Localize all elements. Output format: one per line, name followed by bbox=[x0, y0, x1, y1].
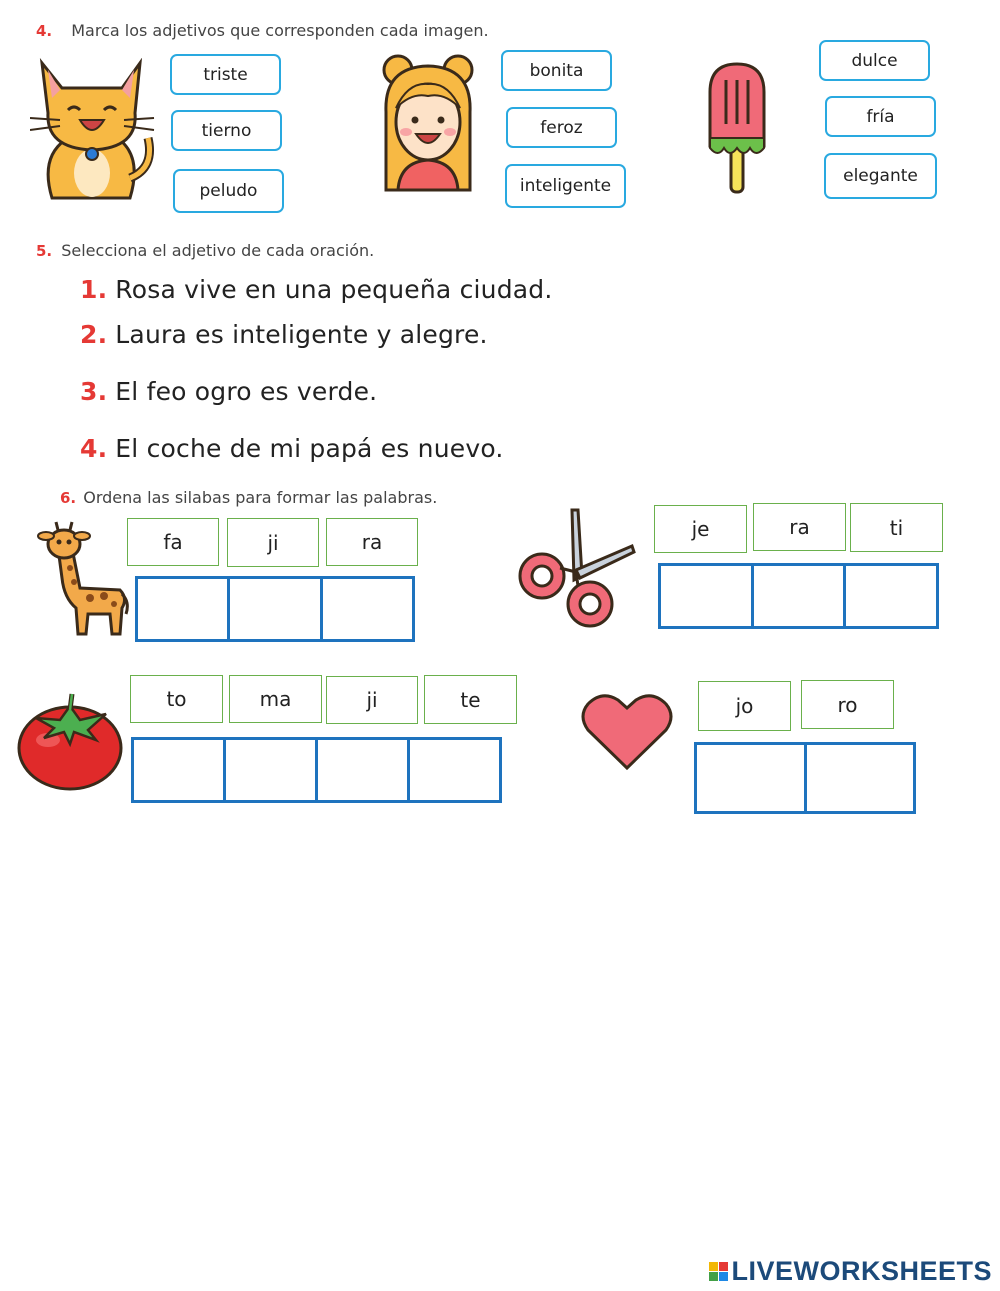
cat-icon bbox=[30, 58, 155, 208]
q4-heading bbox=[36, 21, 489, 40]
q5-number: 5. bbox=[36, 242, 53, 260]
adjective-option[interactable]: peludo bbox=[173, 169, 284, 213]
q4-number: 4. bbox=[36, 22, 53, 40]
logo-text: LIVEWORKSHEETS bbox=[731, 1256, 992, 1286]
drop-slot[interactable] bbox=[697, 745, 807, 811]
drop-slot[interactable] bbox=[661, 566, 754, 626]
syllable-tile[interactable]: to bbox=[130, 675, 223, 723]
heart-icon bbox=[580, 692, 674, 772]
syllable-tile[interactable]: ro bbox=[801, 680, 894, 729]
sentence[interactable] bbox=[80, 377, 377, 406]
drop-slot[interactable] bbox=[846, 566, 936, 626]
syllable-tile[interactable]: fa bbox=[127, 518, 219, 566]
adjective-option[interactable]: elegante bbox=[824, 153, 937, 199]
adjective-option[interactable]: tierno bbox=[171, 110, 282, 151]
sentence[interactable] bbox=[80, 434, 504, 463]
q5-heading bbox=[36, 241, 374, 260]
drop-slot[interactable] bbox=[230, 579, 322, 639]
answer-slots bbox=[131, 737, 502, 803]
sentence[interactable] bbox=[80, 320, 488, 349]
answer-slots bbox=[658, 563, 939, 629]
adjective-option[interactable]: dulce bbox=[819, 40, 930, 81]
drop-slot[interactable] bbox=[138, 579, 230, 639]
scissors-icon bbox=[514, 506, 636, 630]
syllable-tile[interactable]: ti bbox=[850, 503, 943, 552]
adjective-option[interactable]: bonita bbox=[501, 50, 612, 91]
syllable-tile[interactable]: jo bbox=[698, 681, 791, 731]
sentence-text[interactable]: El coche de mi papá es nuevo. bbox=[115, 434, 504, 463]
sentence[interactable] bbox=[80, 275, 553, 304]
answer-slots bbox=[135, 576, 415, 642]
sentence-text[interactable]: Rosa vive en una pequeña ciudad. bbox=[115, 275, 553, 304]
drop-slot[interactable] bbox=[754, 566, 847, 626]
adjective-option[interactable]: triste bbox=[170, 54, 281, 95]
sentence-number: 4. bbox=[80, 434, 108, 463]
adjective-option[interactable]: feroz bbox=[506, 107, 617, 148]
drop-slot[interactable] bbox=[134, 740, 226, 800]
drop-slot[interactable] bbox=[226, 740, 318, 800]
drop-slot[interactable] bbox=[807, 745, 914, 811]
sentence-number: 3. bbox=[80, 377, 108, 406]
popsicle-icon bbox=[704, 62, 770, 194]
syllable-tile[interactable]: ra bbox=[753, 503, 846, 551]
q6-number: 6. bbox=[60, 489, 77, 507]
drop-slot[interactable] bbox=[323, 579, 412, 639]
sentence-text[interactable]: Laura es inteligente y alegre. bbox=[115, 320, 488, 349]
syllable-tile[interactable]: je bbox=[654, 505, 747, 553]
giraffe-icon bbox=[28, 518, 130, 638]
q6-instruction: Ordena las silabas para formar las palabras. bbox=[83, 488, 438, 507]
sentence-number: 2. bbox=[80, 320, 108, 349]
q5-instruction: Selecciona el adjetivo de cada oración. bbox=[61, 241, 375, 260]
drop-slot[interactable] bbox=[410, 740, 499, 800]
sentence-number: 1. bbox=[80, 275, 108, 304]
adjective-option[interactable]: inteligente bbox=[505, 164, 626, 208]
syllable-tile[interactable]: ji bbox=[326, 676, 418, 724]
adjective-option[interactable]: fría bbox=[825, 96, 936, 137]
drop-slot[interactable] bbox=[318, 740, 410, 800]
syllable-tile[interactable]: ra bbox=[326, 518, 418, 566]
syllable-tile[interactable]: te bbox=[424, 675, 517, 724]
tomato-icon bbox=[16, 690, 124, 792]
syllable-tile[interactable]: ma bbox=[229, 675, 322, 723]
q6-heading bbox=[60, 488, 437, 507]
sentence-text[interactable]: El feo ogro es verde. bbox=[115, 377, 378, 406]
syllable-tile[interactable]: ji bbox=[227, 518, 319, 567]
q4-instruction: Marca los adjetivos que corresponden cada imagen. bbox=[71, 21, 489, 40]
answer-slots bbox=[694, 742, 916, 814]
girl-icon bbox=[378, 52, 478, 194]
liveworksheets-logo[interactable] bbox=[709, 1256, 992, 1287]
liveworksheets-logo-icon bbox=[709, 1262, 728, 1281]
